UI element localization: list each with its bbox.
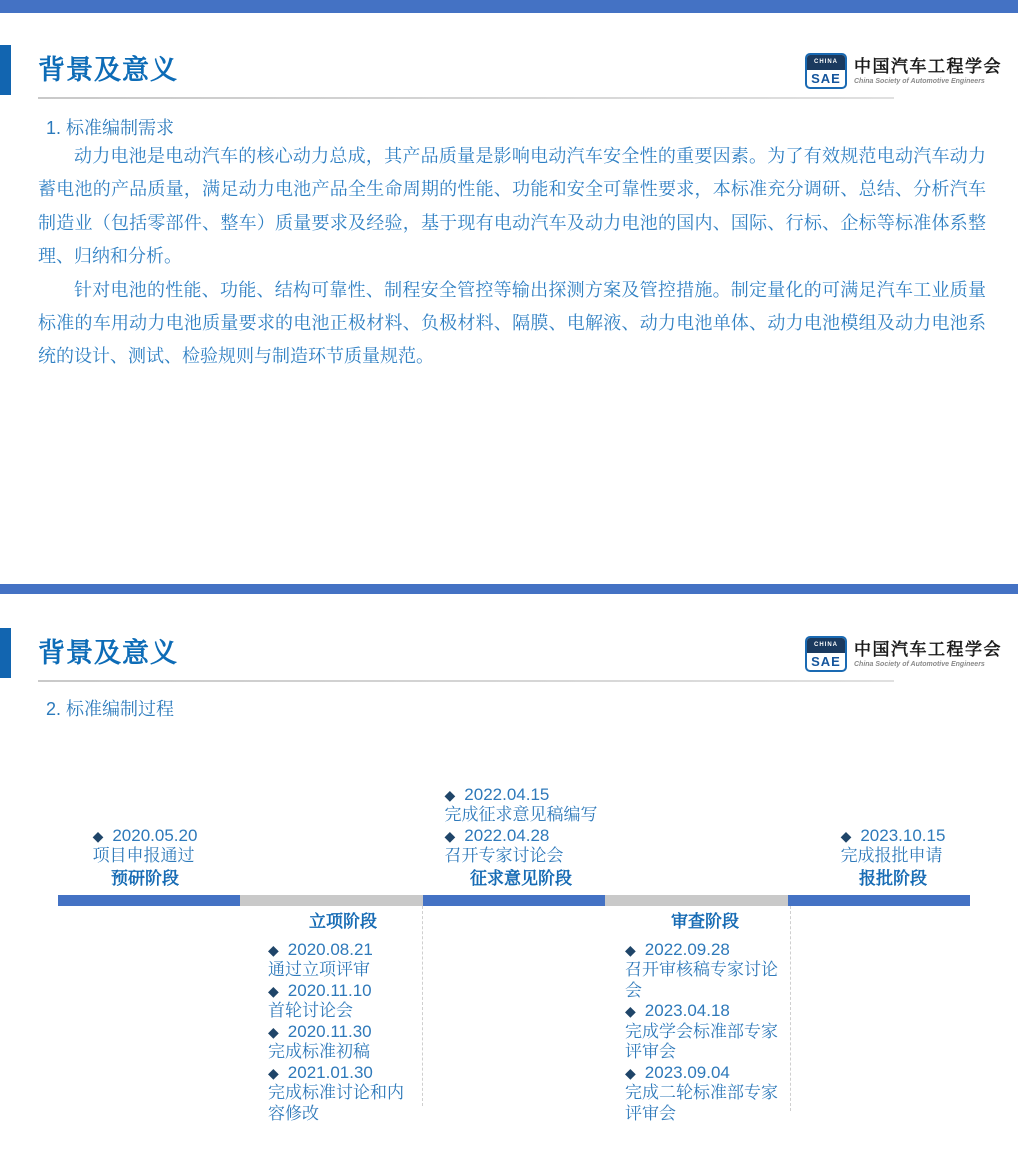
milestone-list (841, 826, 946, 867)
milestone-date (268, 940, 418, 961)
milestone-desc: 完成征求意见稿编写 (444, 805, 598, 824)
diamond-icon: ◆ (268, 1064, 279, 1081)
org-name-en: China Society of Automotive Engineers (854, 77, 985, 85)
milestone-date (841, 826, 946, 847)
milestone-desc: 召开专家讨论会 (444, 846, 564, 865)
timeline-column-separator (422, 906, 423, 1106)
slide-separator-bar (0, 584, 1018, 594)
diamond-icon: ◆ (268, 941, 279, 958)
logo-text (854, 640, 1002, 669)
diamond-icon: ◆ (268, 1023, 279, 1040)
phase-name: 审查阶段 (671, 912, 739, 931)
paragraph-1: 动力电池是电动汽车的核心动力总成，其产品质量是影响电动汽车安全性的重要因素。为了有效规范电动汽车动力蓄电池的产品质量，满足动力电池产品全生命周期的性能、功能和安全可靠性要求，本标准充分调研、总结、分析汽车制造业（包括零部件、整车）质量要求及经验，基于现有电动汽车及动力电池的国内、国际、行标、企标等标准体系整理、归纳和分析。 (38, 146, 986, 267)
milestone-desc: 首轮讨论会 (268, 1001, 353, 1020)
title-accent-bar (0, 45, 11, 95)
diamond-icon: ◆ (625, 941, 636, 958)
org-name-cn: 中国汽车工程学会 (854, 639, 1002, 659)
slide-title: 背景及意义 (38, 55, 178, 85)
timeline-segment-review (605, 895, 787, 906)
timeline-segment-establishment (240, 895, 422, 906)
timeline-column-separator (790, 906, 791, 1111)
milestone-desc: 项目申报通过 (92, 846, 195, 865)
timeline-phase-establishment (268, 912, 418, 1124)
timeline-segment-approval (788, 895, 970, 906)
title-accent-bar (0, 628, 11, 678)
milestone-desc: 完成标准初稿 (268, 1042, 370, 1061)
top-accent-bar (0, 0, 1018, 13)
body-text (38, 140, 986, 374)
milestone-date-text: 2020.08.21 (287, 939, 373, 959)
phase-name: 报批阶段 (859, 868, 927, 888)
milestone-desc: 完成报批申请 (840, 846, 943, 865)
milestone-date (625, 1063, 785, 1084)
timeline-phase-approval (793, 826, 993, 890)
badge-sae-label: SAE (811, 71, 841, 86)
milestone-date (268, 981, 418, 1002)
milestone-date (445, 826, 598, 847)
milestone-list (445, 785, 598, 867)
milestone-date-text: 2022.04.15 (464, 784, 550, 804)
section-heading-1: 1. 标准编制需求 (46, 118, 175, 138)
phase-name: 立项阶段 (309, 912, 377, 931)
milestone-date-text: 2020.05.20 (112, 825, 198, 845)
milestone-list (93, 826, 198, 867)
timeline-phase-review (625, 912, 785, 1124)
diamond-icon: ◆ (840, 827, 852, 844)
diamond-icon: ◆ (625, 1064, 636, 1081)
milestone-desc: 完成标准讨论和内容修改 (268, 1083, 404, 1123)
milestone-date-text: 2022.04.28 (464, 825, 550, 845)
milestone-date-text: 2023.04.18 (644, 1001, 730, 1020)
slide-2 (0, 594, 1018, 1156)
diamond-icon: ◆ (268, 982, 279, 999)
milestone-date (445, 785, 598, 806)
milestone-date-text: 2020.11.30 (287, 1021, 372, 1041)
timeline-segment-preresearch (58, 895, 240, 906)
badge-sae-label: SAE (811, 654, 841, 669)
milestone-desc: 完成二轮标准部专家评审会 (625, 1083, 778, 1123)
logo-text (854, 57, 1002, 86)
paragraph-2: 针对电池的性能、功能、结构可靠性、制程安全管控等输出探测方案及管控措施。制定量化的可满足汽车工业质量标准的车用动力电池质量要求的电池正极材料、负极材料、隔膜、电解液、动力电池单体、动力电池模组及动力电池系统的设计、测试、检验规则与制造环节质量规范。 (38, 279, 986, 367)
timeline-phase-preresearch (45, 826, 245, 890)
org-name-en: China Society of Automotive Engineers (854, 660, 985, 668)
diamond-icon: ◆ (444, 786, 456, 803)
org-name-cn: 中国汽车工程学会 (854, 56, 1002, 76)
slide-title: 背景及意义 (38, 638, 178, 668)
milestone-desc: 通过立项评审 (268, 960, 370, 979)
csae-logo (805, 636, 1002, 672)
milestone-desc: 完成学会标准部专家评审会 (625, 1021, 778, 1061)
milestone-date (625, 940, 785, 961)
diamond-icon: ◆ (92, 827, 104, 844)
diamond-icon: ◆ (444, 827, 456, 844)
milestone-date-text: 2020.11.10 (287, 980, 372, 1000)
section-heading-2: 2. 标准编制过程 (46, 699, 175, 719)
csae-logo (805, 53, 1002, 89)
badge-china-label: CHINA (807, 638, 845, 653)
milestone-date (268, 1063, 418, 1084)
milestone-date-text: 2022.09.28 (644, 939, 730, 959)
timeline-segment-solicitation (423, 895, 605, 906)
milestone-desc: 召开审核稿专家讨论会 (625, 960, 778, 1000)
milestone-date (625, 1001, 785, 1022)
csae-badge-icon (805, 53, 847, 89)
csae-badge-icon (805, 636, 847, 672)
header-divider (38, 97, 894, 99)
milestone-date (268, 1022, 418, 1043)
header-divider (38, 680, 894, 682)
badge-china-label: CHINA (807, 55, 845, 70)
diamond-icon: ◆ (625, 1003, 636, 1019)
timeline-phase-solicitation (416, 785, 626, 890)
phase-name: 预研阶段 (111, 868, 179, 888)
milestone-date-text: 2023.10.15 (860, 825, 946, 845)
milestone-date-text: 2023.09.04 (644, 1062, 730, 1082)
phase-name: 征求意见阶段 (470, 868, 572, 888)
timeline-bar (58, 895, 970, 906)
milestone-date-text: 2021.01.30 (287, 1062, 373, 1082)
milestone-date (93, 826, 198, 847)
